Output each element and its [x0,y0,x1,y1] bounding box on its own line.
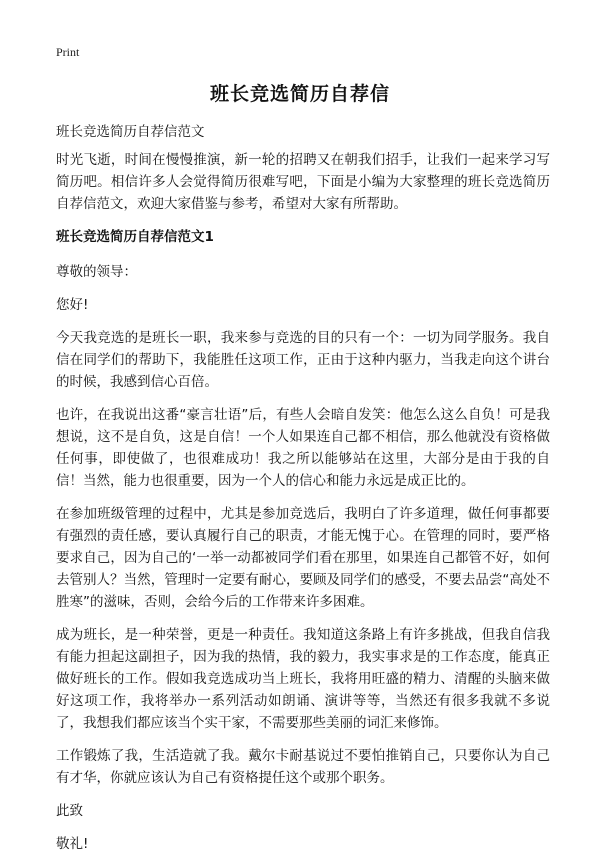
salutation: 尊敬的领导： [56,264,137,280]
body-paragraph: 今天我竞选的是班长一职，我来参与竞选的目的只有一个：一切为同学服务。我自信在同学们的帮助下，我能胜任这项工作，正由于这种内驱力，当我走向这个讲台的时候，我感到信心百倍。 [56,330,550,390]
regards-line: 敬礼! [56,836,89,852]
greeting: 您好! [56,297,89,313]
intro-paragraph: 时光飞逝，时间在慢慢推演，新一轮的招聘又在朝我们招手，让我们一起来学习写简历吧。相信许多人会觉得简历很难写吧，下面是小编为大家整理的班长竞选简历自荐信范文，欢迎大家借鉴与参考，希望对大家有所帮助。 [56,152,550,212]
body-paragraph: 工作锻炼了我，生活造就了我。戴尔卡耐基说过不要怕推销自己，只要你认为自己有才华，你就应该认为自己有资格提任这个或那个职务。 [56,748,550,786]
print-link[interactable]: Print [56,45,80,59]
body-paragraph: 在参加班级管理的过程中，尤其是参加竞选后，我明白了许多道理，做任何事都要有强烈的责任感，要认真履行自己的职责，才能无愧于心。在管理的同时，要严格要求自己，因为自己的‘一举一动都被同学们看在那里，如果连自己都管不好，如何去管别人？当然，管理时一定要有耐心，要顾及同学们的感受，不要去品尝“高处不胜寒”的滋味，否则，会给今后的工作带来许多困难。 [56,506,550,610]
page-title: 班长竞选简历自荐信 [209,83,390,105]
document-body [56,149,550,866]
closing-line: 此致 [56,803,83,819]
body-paragraph: 成为班长，是一种荣誉，更是一种责任。我知道这条路上有许多挑战，但我自信我有能力担起这副担子，因为我的热情，我的毅力，我实事求是的工作态度，能真正做好班长的工作。假如我竞选成功当上班长，我将用旺盛的精力、清醒的头脑来做好这项工作，我将举办一系列活动如朗诵、演讲等等，当然还有很多我就不多说了，我想我们都应该当个实干家，不需要那些美丽的词汇来修饰。 [56,627,550,731]
section-heading: 班长竞选简历自荐信范文1 [56,229,214,245]
body-paragraph: 也许，在我说出这番“豪言壮语”后，有些人会暗自发笑：他怎么这么自负！可是我想说，这不是自负，这是自信！一个人如果连自己都不相信，那么他就没有资格做任何事，即使做了，也很难成功！我之所以能够站在这里，大部分是由于我的自信！当然，能力也很重要，因为一个人的信心和能力永远是成正比的。 [56,407,550,489]
document-subtitle: 班长竞选简历自荐信范文 [56,124,205,140]
